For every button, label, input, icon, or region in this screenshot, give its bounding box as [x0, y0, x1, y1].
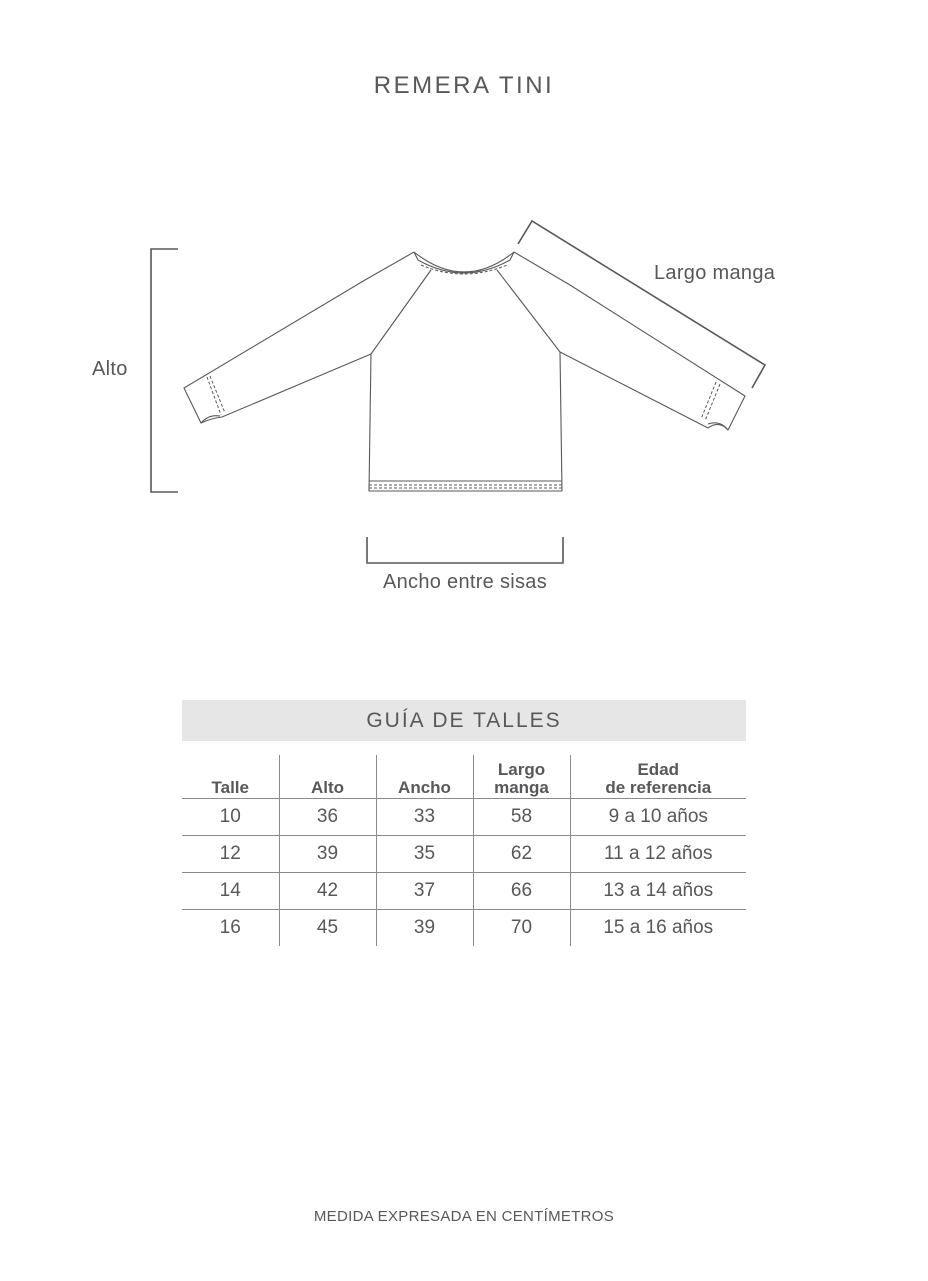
table-row: [182, 836, 746, 873]
cell-talle: 12: [182, 836, 279, 873]
cell-ancho: 33: [376, 799, 473, 836]
cell-ancho: 39: [376, 910, 473, 947]
size-guide-title: GUÍA DE TALLES: [182, 700, 746, 741]
header-ancho: Ancho: [376, 755, 473, 799]
cell-largo-manga: 62: [473, 836, 570, 873]
largo-manga-bracket: [518, 221, 765, 388]
tshirt-diagram: [0, 0, 928, 640]
cell-largo-manga: 58: [473, 799, 570, 836]
cell-talle: 14: [182, 873, 279, 910]
cell-talle: 10: [182, 799, 279, 836]
header-edad: Edad de referencia: [570, 755, 746, 799]
ancho-bracket: [367, 537, 563, 563]
table-row: [182, 910, 746, 947]
header-alto: Alto: [279, 755, 376, 799]
cell-alto: 45: [279, 910, 376, 947]
page-title: REMERA TINI: [373, 72, 555, 99]
table-row: [182, 799, 746, 836]
largo-manga-label: Largo manga: [654, 262, 776, 284]
cell-alto: 39: [279, 836, 376, 873]
tshirt-stitching: [207, 265, 720, 488]
size-table: [182, 755, 746, 946]
cell-largo-manga: 66: [473, 873, 570, 910]
ancho-label: Ancho entre sisas: [382, 571, 548, 593]
cell-alto: 36: [279, 799, 376, 836]
cell-largo-manga: 70: [473, 910, 570, 947]
table-row: [182, 873, 746, 910]
cell-ancho: 35: [376, 836, 473, 873]
header-largo-manga: Largo manga: [473, 755, 570, 799]
units-note: MEDIDA EXPRESADA EN CENTÍMETROS: [313, 1208, 615, 1225]
header-talle: Talle: [182, 755, 279, 799]
alto-label: Alto: [92, 358, 128, 380]
tshirt-outline: [184, 252, 745, 491]
cell-edad: 13 a 14 años: [570, 873, 746, 910]
cell-edad: 9 a 10 años: [570, 799, 746, 836]
cell-talle: 16: [219, 917, 241, 938]
cell-ancho: 37: [376, 873, 473, 910]
size-table-header: [182, 755, 746, 799]
cell-edad: 11 a 12 años: [570, 836, 746, 873]
alto-bracket: [151, 249, 178, 492]
cell-alto: 42: [279, 873, 376, 910]
cell-edad: 15 a 16 años: [570, 910, 746, 947]
